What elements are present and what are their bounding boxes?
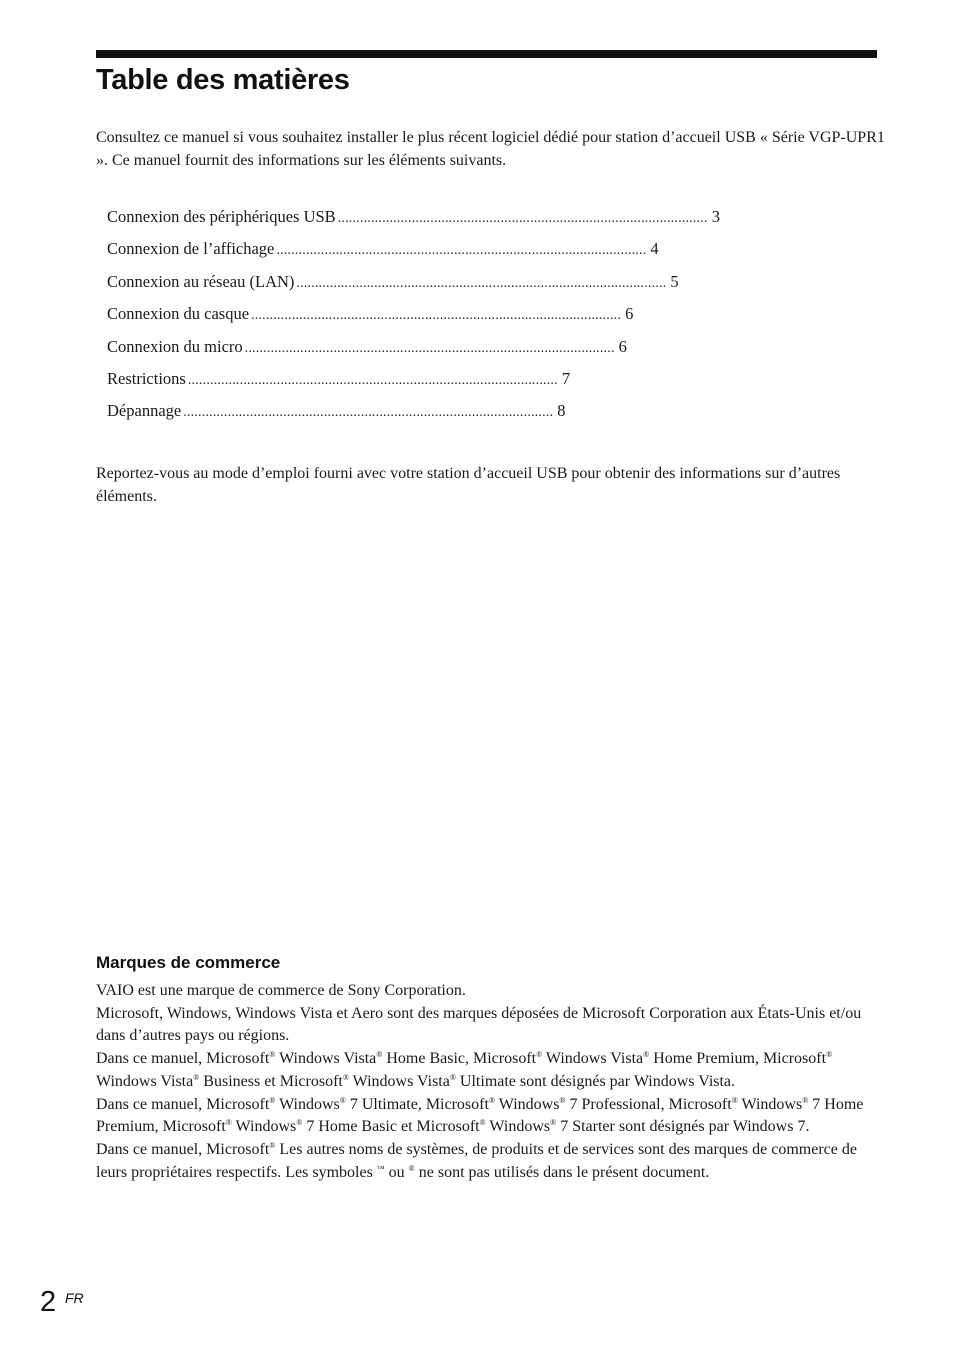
language-code: FR [65, 1290, 84, 1306]
toc-entry-page: 6 [625, 304, 634, 324]
trademark-paragraph: Microsoft, Windows, Windows Vista et Aero sont des marques déposées de Microsoft Corporation aux États-Unis et/ou dans d’autres pays ou régions. [96, 1004, 862, 1045]
toc-entry-page: 4 [650, 239, 659, 259]
intro-paragraph: Consultez ce manuel si vous souhaitez installer le plus récent logiciel dédié pour station d’accueil USB « Série VGP-UPR1 ». Ce manuel fournit des informations sur les éléments suivants. [96, 129, 885, 169]
toc-entry-page: 6 [618, 336, 627, 356]
trademarks-heading: Marques de commerce [96, 953, 281, 972]
toc-leader-dots: .................................................................................................... [244, 340, 615, 356]
toc-entry[interactable] [107, 201, 720, 233]
toc-entry-label: Connexion des périphériques USB [107, 207, 336, 226]
toc-leader-dots: .................................................................................................... [337, 211, 708, 226]
toc-entry[interactable] [107, 331, 627, 363]
toc-leader-dots: .................................................................................................... [183, 405, 554, 421]
toc-entry-page: 3 [711, 207, 720, 226]
toc-leader-dots: .................................................................................................... [296, 275, 667, 291]
page-title: Table des matières [96, 64, 350, 96]
trademarks-body [96, 980, 866, 1184]
trademark-paragraph: Dans ce manuel, Microsoft® Les autres noms de systèmes, de produits et de services sont des marques de commerce de leurs propriétaires respectifs. Les symboles ™ ou ® ne sont pas utilisés dans le présent document. [96, 1140, 857, 1181]
toc-entry[interactable] [107, 298, 634, 330]
toc-entry[interactable] [107, 233, 659, 265]
toc-entry[interactable] [107, 363, 571, 395]
toc-leader-dots: .................................................................................................... [187, 372, 558, 388]
toc-entry-label: Connexion du casque [107, 304, 250, 324]
trademark-paragraph: Dans ce manuel, Microsoft® Windows Vista® Home Basic, Microsoft® Windows Vista® Home Premium, Microsoft® Windows Vista® Business et Microsoft® Windows Vista® Ultimate sont désignés par Windows Vista. [96, 1050, 833, 1090]
trademark-paragraph: Dans ce manuel, Microsoft® Windows® 7 Ultimate, Microsoft® Windows® 7 Professional, Microsoft® Windows® 7 Home Premium, Microsoft® Windows® 7 Home Basic et Microsoft® Windows® 7 Starter sont désignés par Windows 7. [96, 1095, 864, 1136]
title-rule [96, 50, 877, 58]
toc-leader-dots: .................................................................................................... [251, 308, 622, 324]
page-number: 2 [40, 1286, 57, 1318]
trademark-paragraph: VAIO est une marque de commerce de Sony Corporation. [96, 982, 466, 999]
toc-entry-page: 5 [670, 271, 679, 291]
table-of-contents [107, 201, 720, 428]
toc-entry[interactable] [107, 266, 679, 298]
toc-entry-label: Connexion au réseau (LAN) [107, 271, 295, 291]
toc-leader-dots: .................................................................................................... [276, 243, 647, 259]
toc-entry-page: 8 [557, 401, 566, 421]
toc-entry-label: Restrictions [107, 368, 186, 388]
toc-entry-label: Connexion de l’affichage [107, 239, 275, 259]
toc-entry-label: Connexion du micro [107, 336, 243, 356]
outro-paragraph: Reportez-vous au mode d’emploi fourni avec votre station d’accueil USB pour obtenir des informations sur d’autres éléments. [96, 465, 841, 505]
toc-entry-label: Dépannage [107, 401, 182, 421]
toc-entry-page: 7 [561, 368, 571, 388]
toc-entry[interactable] [107, 395, 566, 427]
